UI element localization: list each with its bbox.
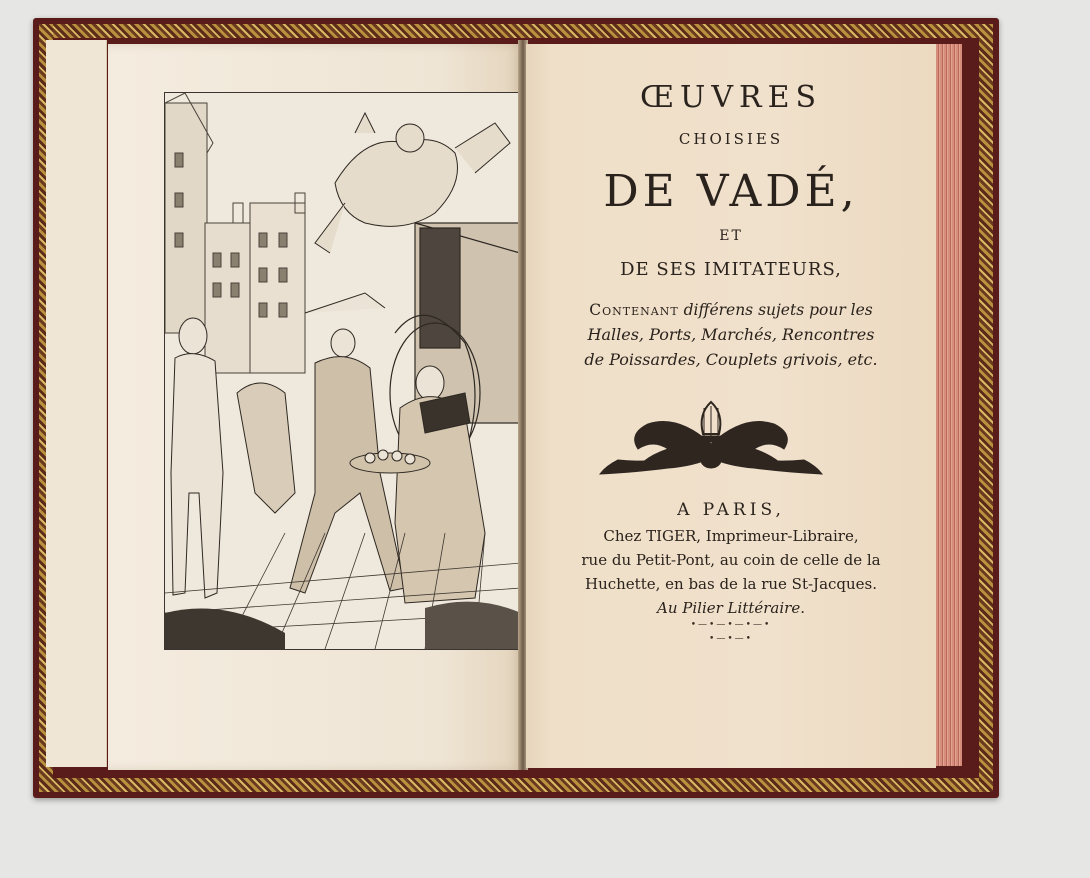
contents-rest: différens sujets pour les [678,301,873,319]
decorative-rule-2: •—•—• [709,634,753,644]
imprint-address-2: Huchette, en bas de la rue St-Jacques. [584,575,878,593]
street-scene-engraving [165,93,521,649]
imprint-shop: Au Pilier Littéraire. [657,599,805,617]
imprint-city: A PARIS, [677,500,785,520]
title-choisies: CHOISIES [678,130,784,148]
title-oeuvres: ŒUVRES [639,80,823,115]
decorative-rule-1: •—•—•—•—• [690,620,772,630]
page-edges [936,44,962,766]
gilt-border-right [979,24,993,792]
lyre-foliage-ornament-icon [598,394,824,480]
imprint-address-1: rue du Petit-Pont, au coin de celle de la [581,551,881,569]
contents-line-3: de Poissardes, Couplets grivois, etc. [584,350,878,369]
frontispiece-engraving [164,92,522,650]
imprint-printer: Chez TIGER, Imprimeur-Libraire, [603,527,859,545]
contents-line-2: Halles, Ports, Marchés, Rencontres [587,325,875,344]
gilt-border-top [39,24,993,38]
contents-caps: Contenant [589,301,679,319]
endpaper [46,40,107,767]
title-imitateurs: DE SES IMITATEURS, [620,259,842,280]
title-et: ET [719,228,743,244]
contents-line-1 [526,301,936,319]
title-de-vade: DE VADÉ, [603,166,859,217]
gilt-border-bottom [39,778,993,792]
